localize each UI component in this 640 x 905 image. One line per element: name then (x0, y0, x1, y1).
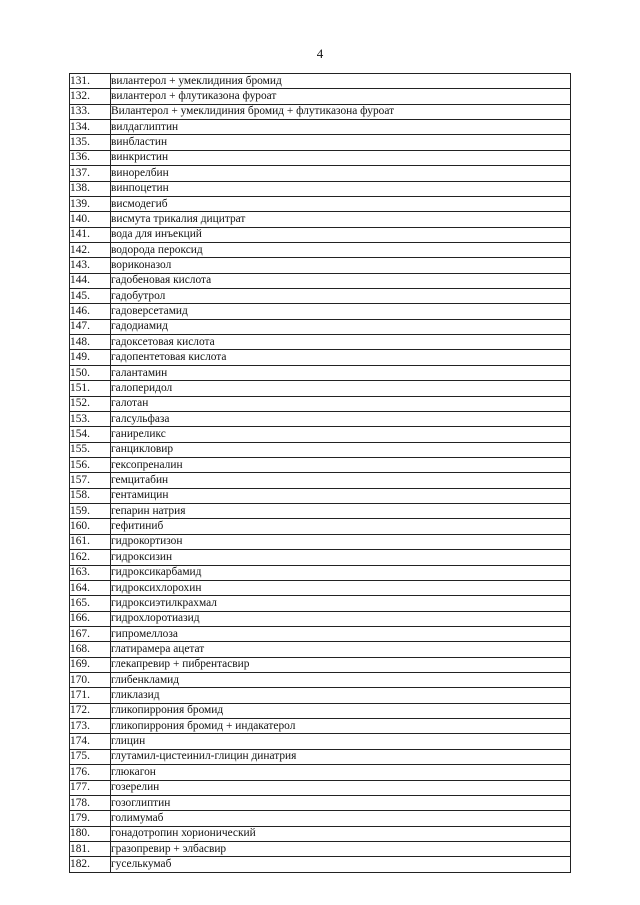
drug-name: вода для инъекций (111, 227, 571, 242)
drug-name: гипромеллоза (111, 626, 571, 641)
row-number: 182. (70, 857, 111, 872)
table-row (70, 74, 571, 89)
row-number: 140. (70, 212, 111, 227)
table-row (70, 857, 571, 872)
drug-name: глибенкламид (111, 673, 571, 688)
drug-name: глюкагон (111, 765, 571, 780)
row-number: 131. (70, 74, 111, 89)
drug-name: ганцикловир (111, 442, 571, 457)
drug-name: гликлазид (111, 688, 571, 703)
table-row (70, 427, 571, 442)
table-row (70, 135, 571, 150)
table-row (70, 488, 571, 503)
drug-name: галоперидол (111, 381, 571, 396)
drug-name: гадобеновая кислота (111, 273, 571, 288)
row-number: 137. (70, 166, 111, 181)
table-row (70, 166, 571, 181)
drug-name: винорелбин (111, 166, 571, 181)
drug-list-table (69, 73, 571, 873)
table-row (70, 150, 571, 165)
table-row (70, 734, 571, 749)
drug-name: Вилантерол + умеклидиния бромид + флутиказона фуроат (111, 104, 571, 119)
table-row (70, 273, 571, 288)
row-number: 138. (70, 181, 111, 196)
drug-name: вилдаглиптин (111, 120, 571, 135)
row-number: 156. (70, 457, 111, 472)
table-row (70, 242, 571, 257)
drug-name: гонадотропин хорионический (111, 826, 571, 841)
row-number: 169. (70, 657, 111, 672)
row-number: 144. (70, 273, 111, 288)
table-row (70, 289, 571, 304)
table-row (70, 196, 571, 211)
row-number: 149. (70, 350, 111, 365)
table-row (70, 89, 571, 104)
row-number: 167. (70, 626, 111, 641)
table-row (70, 703, 571, 718)
table-row (70, 212, 571, 227)
drug-name: гадобутрол (111, 289, 571, 304)
row-number: 145. (70, 289, 111, 304)
row-number: 178. (70, 795, 111, 810)
drug-name: ганиреликс (111, 427, 571, 442)
drug-name: гентамицин (111, 488, 571, 503)
row-number: 172. (70, 703, 111, 718)
table-row (70, 626, 571, 641)
drug-name: гидроксихлорохин (111, 580, 571, 595)
drug-name: галотан (111, 396, 571, 411)
drug-name: гемцитабин (111, 473, 571, 488)
drug-name: гадоксетовая кислота (111, 335, 571, 350)
page-number: 4 (316, 46, 324, 61)
drug-name: гадопентетовая кислота (111, 350, 571, 365)
row-number: 135. (70, 135, 111, 150)
table-row (70, 227, 571, 242)
row-number: 179. (70, 811, 111, 826)
row-number: 136. (70, 150, 111, 165)
row-number: 170. (70, 673, 111, 688)
drug-name: галантамин (111, 365, 571, 380)
table-row (70, 504, 571, 519)
row-number: 155. (70, 442, 111, 457)
row-number: 150. (70, 365, 111, 380)
row-number: 158. (70, 488, 111, 503)
drug-name: глицин (111, 734, 571, 749)
drug-name: гразопревир + элбасвир (111, 841, 571, 856)
table-row (70, 719, 571, 734)
row-number: 175. (70, 749, 111, 764)
drug-name: гадоверсетамид (111, 304, 571, 319)
row-number: 164. (70, 580, 111, 595)
table-row (70, 319, 571, 334)
table-row (70, 381, 571, 396)
drug-name: гепарин натрия (111, 504, 571, 519)
table-row (70, 120, 571, 135)
row-number: 181. (70, 841, 111, 856)
row-number: 176. (70, 765, 111, 780)
table-row (70, 841, 571, 856)
row-number: 133. (70, 104, 111, 119)
drug-name: гликопиррония бромид (111, 703, 571, 718)
row-number: 166. (70, 611, 111, 626)
row-number: 174. (70, 734, 111, 749)
table-row (70, 258, 571, 273)
drug-name: гексопреналин (111, 457, 571, 472)
row-number: 152. (70, 396, 111, 411)
table-row (70, 765, 571, 780)
row-number: 143. (70, 258, 111, 273)
drug-name: глекапревир + пибрентасвир (111, 657, 571, 672)
table-row (70, 104, 571, 119)
row-number: 162. (70, 550, 111, 565)
table-row (70, 396, 571, 411)
drug-name: винкристин (111, 150, 571, 165)
table-row (70, 457, 571, 472)
drug-name: винбластин (111, 135, 571, 150)
drug-name: висмодегиб (111, 196, 571, 211)
drug-name: гидрохлоротиазид (111, 611, 571, 626)
table-row (70, 473, 571, 488)
drug-name: винпоцетин (111, 181, 571, 196)
table-row (70, 795, 571, 810)
drug-name: гидроксикарбамид (111, 565, 571, 580)
drug-name: гликопиррония бромид + индакатерол (111, 719, 571, 734)
table-row (70, 304, 571, 319)
row-number: 157. (70, 473, 111, 488)
row-number: 159. (70, 504, 111, 519)
drug-name: гуселькумаб (111, 857, 571, 872)
drug-name: гидрокортизон (111, 534, 571, 549)
row-number: 142. (70, 242, 111, 257)
table-row (70, 688, 571, 703)
row-number: 147. (70, 319, 111, 334)
table-row (70, 673, 571, 688)
row-number: 171. (70, 688, 111, 703)
table-row (70, 350, 571, 365)
table-row (70, 550, 571, 565)
row-number: 165. (70, 596, 111, 611)
row-number: 173. (70, 719, 111, 734)
row-number: 151. (70, 381, 111, 396)
drug-list-body (70, 74, 571, 873)
table-row (70, 534, 571, 549)
row-number: 148. (70, 335, 111, 350)
table-row (70, 811, 571, 826)
drug-name: гозоглиптин (111, 795, 571, 810)
row-number: 160. (70, 519, 111, 534)
drug-name: висмута трикалия дицитрат (111, 212, 571, 227)
row-number: 180. (70, 826, 111, 841)
drug-name: водорода пероксид (111, 242, 571, 257)
table-row (70, 596, 571, 611)
drug-name: гидроксизин (111, 550, 571, 565)
table-row (70, 442, 571, 457)
drug-name: вориконазол (111, 258, 571, 273)
table-row (70, 826, 571, 841)
row-number: 177. (70, 780, 111, 795)
table-row (70, 611, 571, 626)
row-number: 139. (70, 196, 111, 211)
row-number: 146. (70, 304, 111, 319)
table-row (70, 519, 571, 534)
drug-name: глутамил-цистеинил-глицин динатрия (111, 749, 571, 764)
drug-name: глатирамера ацетат (111, 642, 571, 657)
row-number: 141. (70, 227, 111, 242)
table-row (70, 642, 571, 657)
row-number: 132. (70, 89, 111, 104)
drug-name: вилантерол + флутиказона фуроат (111, 89, 571, 104)
drug-name: галсульфаза (111, 411, 571, 426)
row-number: 163. (70, 565, 111, 580)
row-number: 168. (70, 642, 111, 657)
table-row (70, 565, 571, 580)
table-row (70, 657, 571, 672)
table-row (70, 365, 571, 380)
drug-name: голимумаб (111, 811, 571, 826)
drug-name: гидроксиэтилкрахмал (111, 596, 571, 611)
drug-name: вилантерол + умеклидиния бромид (111, 74, 571, 89)
table-row (70, 335, 571, 350)
drug-name: гадодиамид (111, 319, 571, 334)
row-number: 153. (70, 411, 111, 426)
row-number: 134. (70, 120, 111, 135)
table-row (70, 181, 571, 196)
row-number: 154. (70, 427, 111, 442)
table-row (70, 580, 571, 595)
drug-name: гозерелин (111, 780, 571, 795)
table-row (70, 411, 571, 426)
drug-name: гефитиниб (111, 519, 571, 534)
row-number: 161. (70, 534, 111, 549)
table-row (70, 780, 571, 795)
table-row (70, 749, 571, 764)
